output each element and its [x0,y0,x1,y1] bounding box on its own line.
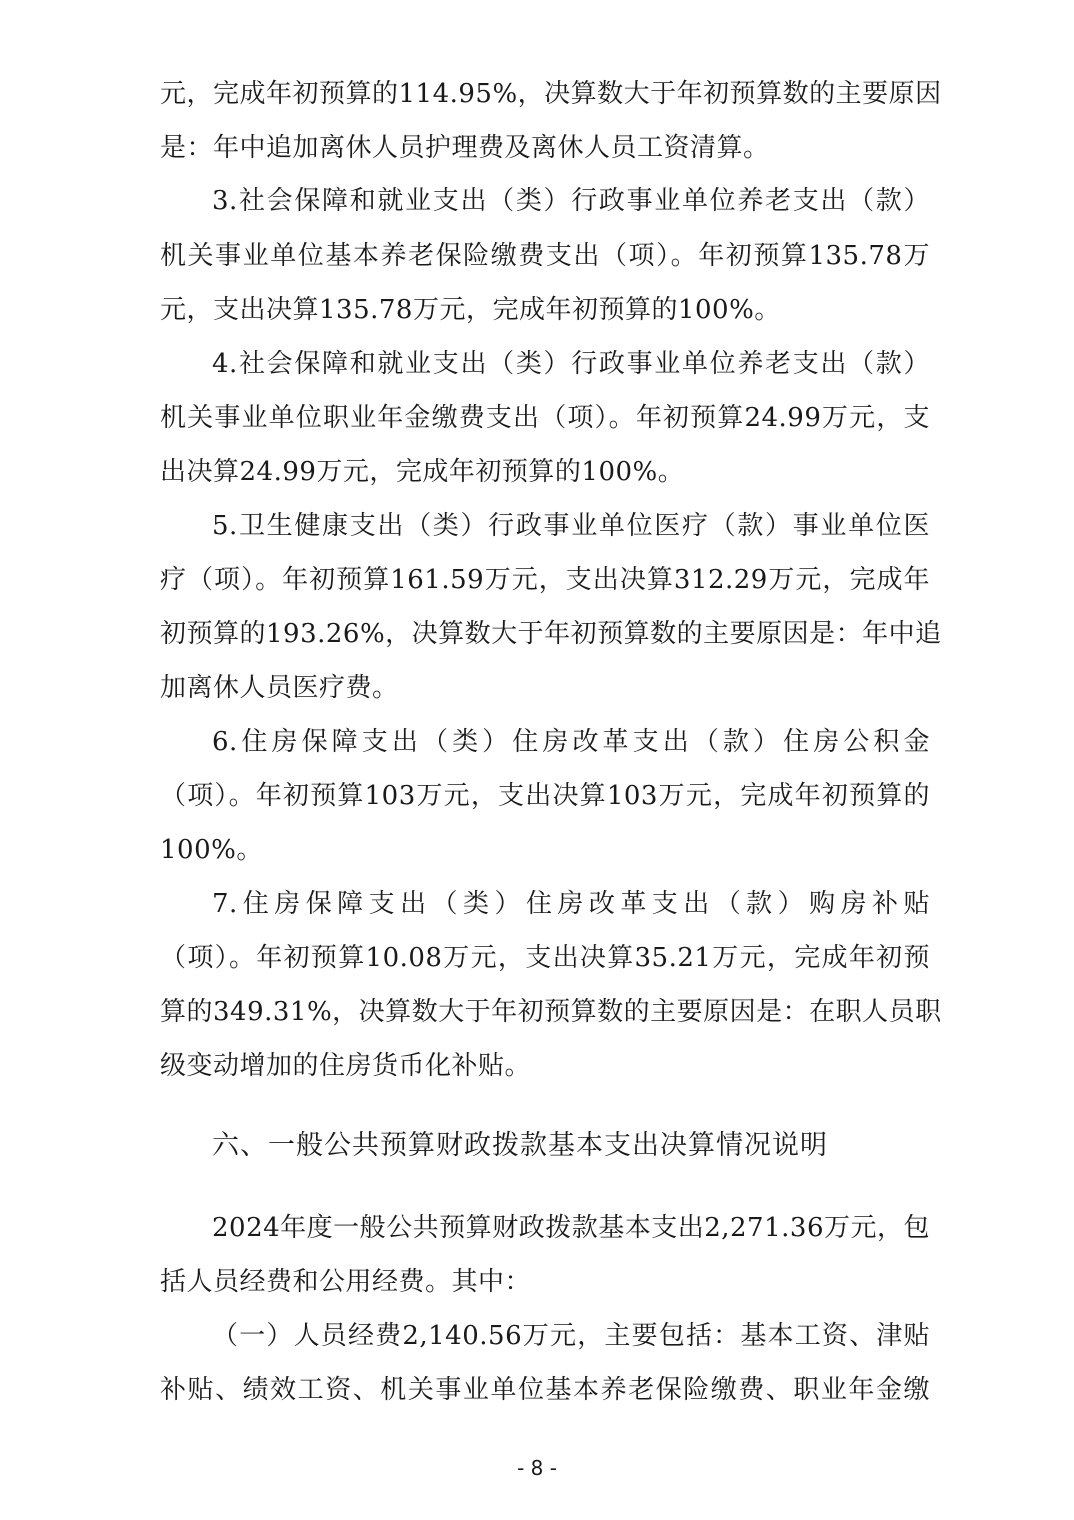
paragraph-line: 机关事业单位职业年金缴费支出（项）。年初预算24.99万元，支 [160,403,930,433]
paragraph-line: 元，完成年初预算的114.95%，决算数大于年初预算数的主要原因 [160,79,942,109]
paragraph-line: 100%。 [160,835,263,865]
paragraph-line: （项）。年初预算103万元，支出决算103万元，完成年初预算的 [160,781,930,811]
paragraph-line: 补贴、绩效工资、机关事业单位基本养老保险缴费、职业年金缴 [160,1375,930,1405]
paragraph-line: 初预算的193.26%，决算数大于年初预算数的主要原因是：年中追 [160,619,942,649]
paragraph-line: 机关事业单位基本养老保险缴费支出（项）。年初预算135.78万 [160,241,930,271]
paragraph-line: 算的349.31%，决算数大于年初预算数的主要原因是：在职人员职 [160,997,942,1027]
paragraph-line: （项）。年初预算10.08万元，支出决算35.21万元，完成年初预 [160,943,930,973]
paragraph-line: 加离休人员医疗费。 [160,673,399,703]
paragraph-line: （一）人员经费2,140.56万元，主要包括：基本工资、津贴 [212,1321,930,1351]
paragraph-line: 7.住房保障支出（类）住房改革支出（款）购房补贴 [212,889,930,919]
paragraph-line: 5.卫生健康支出（类）行政事业单位医疗（款）事业单位医 [212,511,930,541]
paragraph-line: 括人员经费和公用经费。其中： [160,1267,532,1297]
paragraph-line: 级变动增加的住房货币化补贴。 [160,1051,532,1081]
paragraph-line: 疗（项）。年初预算161.59万元，支出决算312.29万元，完成年 [160,565,930,595]
paragraph-line: 3.社会保障和就业支出（类）行政事业单位养老支出（款） [212,186,930,216]
paragraph-line: 元，支出决算135.78万元，完成年初预算的100%。 [160,295,781,325]
paragraph-line: 出决算24.99万元，完成年初预算的100%。 [160,457,685,487]
paragraph-line: 2024年度一般公共预算财政拨款基本支出2,271.36万元，包 [212,1213,930,1243]
paragraph-line: 6.住房保障支出（类）住房改革支出（款）住房公积金 [212,727,930,757]
section-heading: 六、一般公共预算财政拨款基本支出决算情况说明 [212,1130,828,1161]
paragraph-line: 是：年中追加离休人员护理费及离休人员工资清算。 [160,133,770,163]
paragraph-line: 4.社会保障和就业支出（类）行政事业单位养老支出（款） [212,349,930,379]
page-number: - 8 - [517,1456,557,1480]
